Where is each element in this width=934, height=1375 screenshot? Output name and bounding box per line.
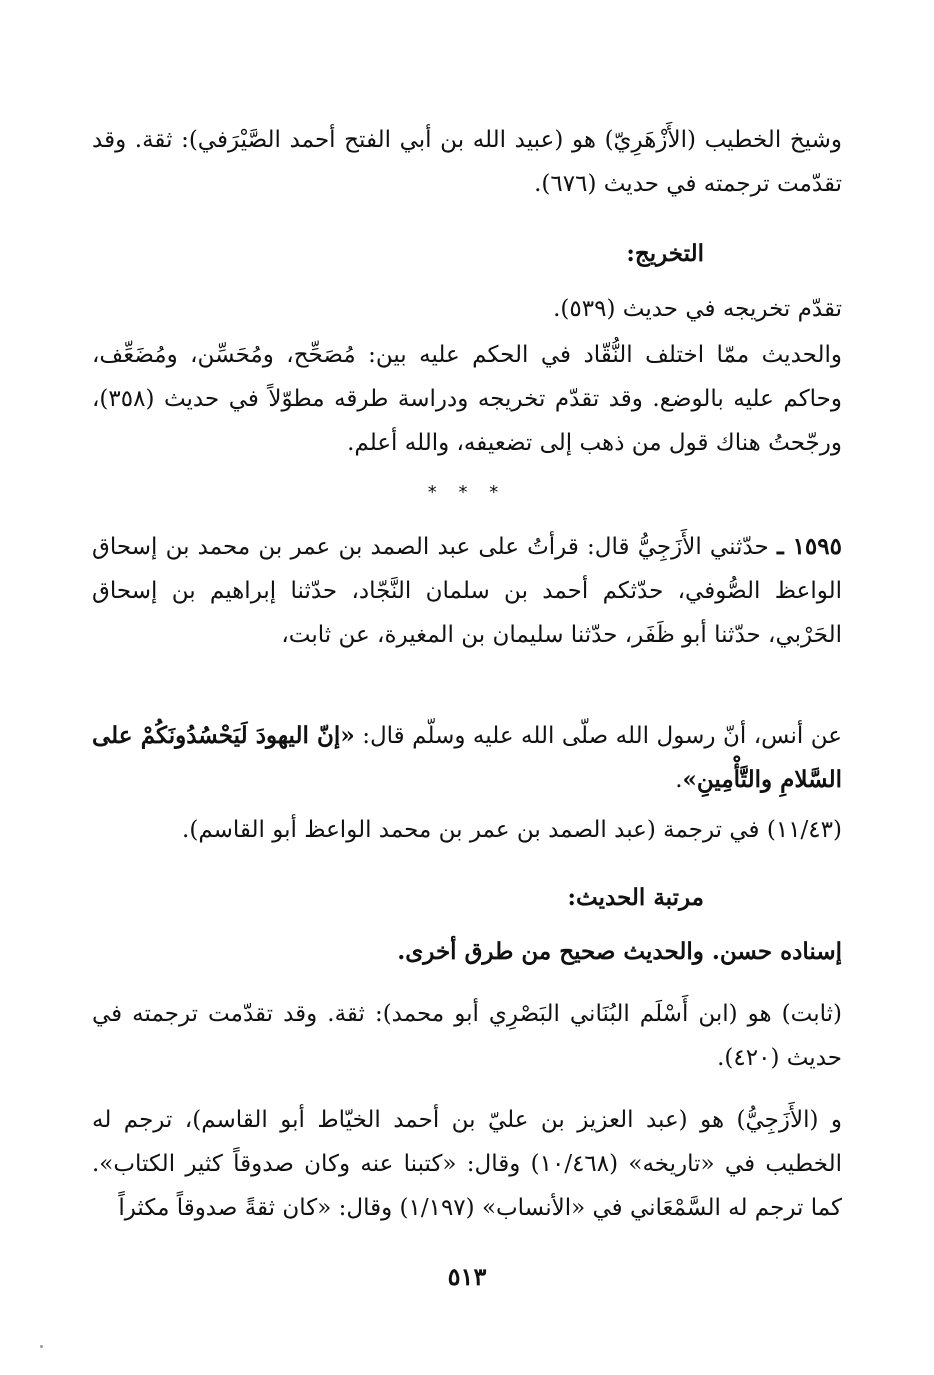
scan-speck [40,1345,43,1348]
paragraph-hadith-judgement: والحديث ممّا اختلف النُّقّاد في الحكم عليه بين: مُصَحِّح، ومُحَسِّن، ومُضَعِّف، وحاكم عليه بالوضع. وقد تقدّم تخريجه ودراسة طرقه مطوّلاً في حديث (٣٥٨)، ورجّحتُ هناك قول من ذهب إلى تضعيفه، والله أعلم. [92,342,842,456]
hadith-number: ١٥٩٥ ـ [776,533,842,560]
paragraph-azaji-note: و (الأَزَجِيُّ) هو (عبد العزيز بن عليّ بن أحمد الخيّاط أبو القاسم)، ترجم له الخطيب في «تاريخه» (١٠/٤٦٨) وقال: «كتبنا عنه وكان صدوقاً كثير الكتاب». كما ترجم له السَّمْعَاني في «الأنساب» (١/١٩٧) وقال: «كان ثقةً صدوقاً مكثراً [92,1107,842,1221]
isnad-text: حدّثني الأَزَجِيُّ قال: قرأتُ على عبد الصمد بن عمر بن محمد بن إسحاق الواعظ الصُّوفي، حدّثكم أحمد بن سلمان النَّجّاد، حدّثنا إبراهيم بن إسحاق الحَرْبي، حدّثنا أبو ظَفَر، حدّثنا سليمان بن المغيرة، عن ثابت، [92,534,842,648]
section-heading-grade: مرتبة الحديث: [567,884,704,911]
paragraph-hadith-matn [92,714,842,802]
matn-end: . [675,767,683,793]
paragraph-thabit-note: (ثابت) هو (ابن أَسْلَم البُنَاني البَصْرِي أبو محمد): ثقة. وقد تقدّمت ترجمته في حديث (٤٢٠). [92,1001,842,1071]
page-number: ٥١٣ [447,1262,487,1291]
paragraph-takhrij: تقدّم تخريجه في حديث (٥٣٩). [553,296,842,322]
section-heading-takhrij: التخريج: [626,240,704,267]
paragraph-hadith-isnad [92,525,842,657]
section-separator: * * * [427,482,507,503]
paragraph-grade: إسناده حسن. والحديث صحيح من طرق أخرى. [397,938,842,965]
matn-quote: «إنّ اليهودَ لَيَحْسُدُونَكُمْ على السَّلامِ والتَّأْمِينِ» [92,722,842,793]
matn-intro: عن أنس، أنّ رسول الله صلّى الله عليه وسلّم قال: [354,723,842,749]
paragraph-narrator-note: وشيخ الخطيب (الأَزْهَرِيّ) هو (عبيد الله بن أبي الفتح أحمد الصَّيْرَفي): ثقة. وقد تقدّمت ترجمته في حديث (٦٧٦). [92,127,842,197]
paragraph-source-reference: (١١/٤٣) في ترجمة (عبد الصمد بن عمر بن محمد الواعظ أبو القاسم). [182,817,842,843]
